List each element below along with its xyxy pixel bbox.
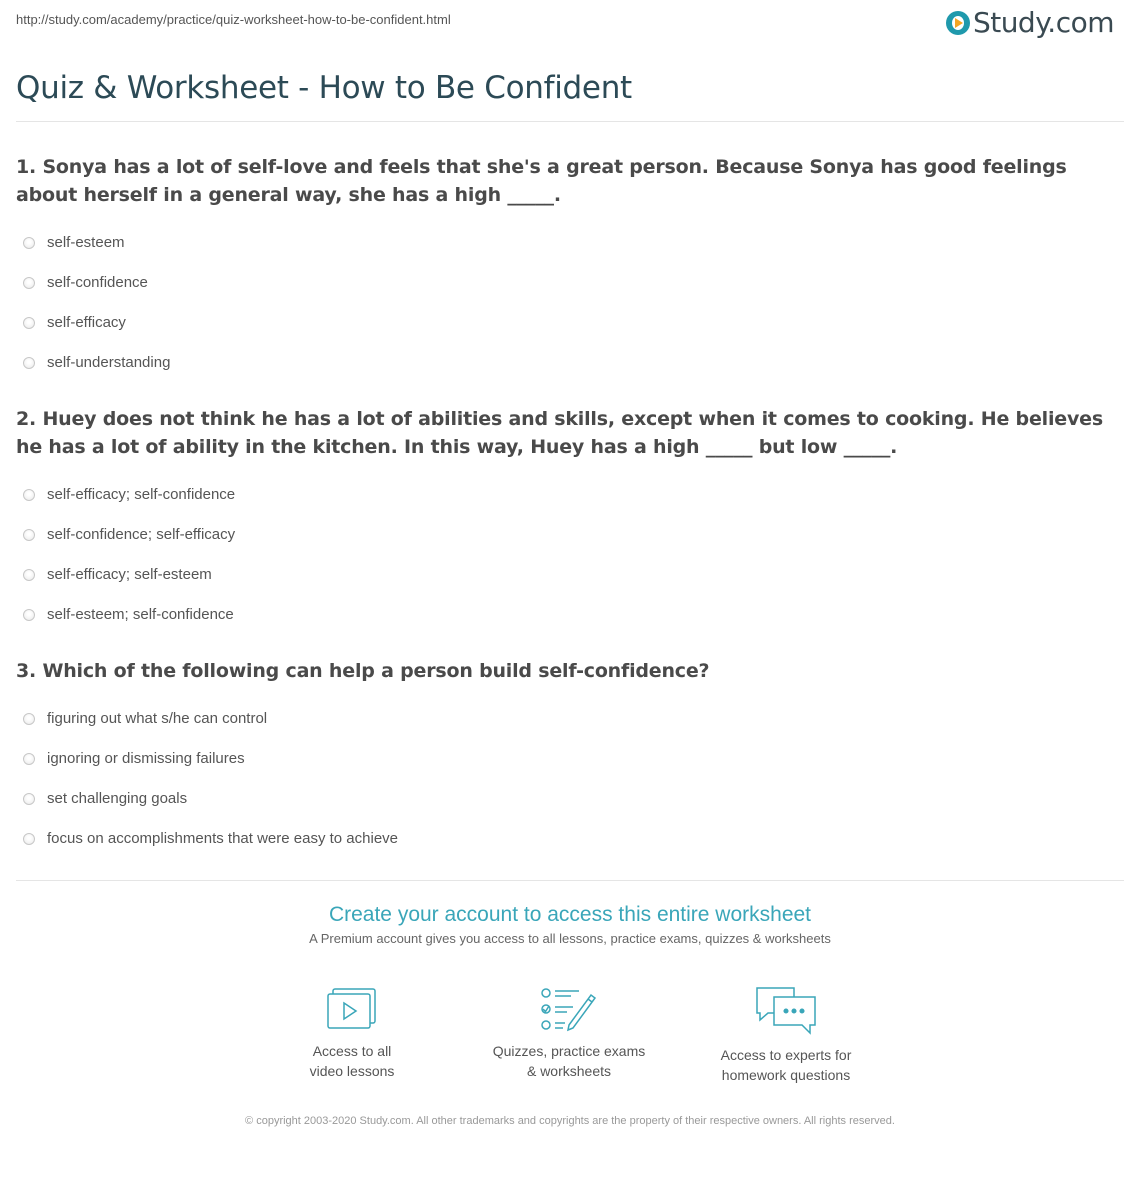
answer-option[interactable] — [16, 739, 1124, 779]
radio-button[interactable] — [23, 609, 35, 621]
radio-button[interactable] — [23, 489, 35, 501]
feature-label-line: Quizzes, practice exams — [492, 1043, 646, 1059]
radio-button[interactable] — [23, 529, 35, 541]
answer-option[interactable] — [16, 343, 1124, 383]
cta-title-link[interactable]: Create your account to access this entire worksheet — [328, 903, 812, 926]
answer-label: set challenging goals — [47, 790, 188, 807]
page-url: http://study.com/academy/practice/quiz-worksheet-how-to-be-confident.html — [16, 12, 451, 27]
title-divider — [16, 121, 1124, 122]
answer-label: self-efficacy; self-confidence — [47, 486, 236, 503]
video-lessons-icon — [325, 985, 379, 1033]
answer-option[interactable] — [16, 555, 1124, 595]
radio-button[interactable] — [23, 277, 35, 289]
answer-label: focus on accomplishments that were easy to achieve — [47, 830, 399, 847]
radio-button[interactable] — [23, 237, 35, 249]
answer-label: ignoring or dismissing failures — [47, 750, 245, 767]
answer-option[interactable] — [16, 515, 1124, 555]
feature-label — [469, 1041, 669, 1081]
radio-button[interactable] — [23, 793, 35, 805]
answer-option[interactable] — [16, 303, 1124, 343]
feature-label-line: Access to experts for — [720, 1047, 852, 1063]
answer-list — [16, 699, 1124, 859]
answer-option[interactable] — [16, 595, 1124, 635]
radio-button[interactable] — [23, 569, 35, 581]
feature-video-lessons — [252, 985, 452, 1081]
answer-label: self-efficacy; self-esteem — [47, 566, 212, 583]
study-logo-icon — [946, 11, 970, 35]
answer-option[interactable] — [16, 699, 1124, 739]
radio-button[interactable] — [23, 357, 35, 369]
question-text: 3. Which of the following can help a person build self-confidence? — [16, 660, 710, 682]
answer-label: self-esteem — [47, 234, 125, 251]
answer-label: self-esteem; self-confidence — [47, 606, 234, 623]
feature-experts — [686, 985, 886, 1085]
signup-cta — [0, 903, 1140, 946]
copyright-notice: © copyright 2003-2020 Study.com. All other trademarks and copyrights are the property of their respective owners. All rights reserved. — [245, 1115, 895, 1127]
answer-option[interactable] — [16, 779, 1124, 819]
question-text: 2. Huey does not think he has a lot of abilities and skills, except when it comes to cooking. He believes he has a lot of ability in the kitchen. In this way, Huey has a high _____ but low _____. — [16, 408, 1103, 458]
chat-bubbles-icon — [754, 985, 818, 1037]
feature-label-line: video lessons — [309, 1063, 395, 1079]
answer-label: self-confidence; self-efficacy — [47, 526, 236, 543]
feature-label-line: homework questions — [721, 1067, 851, 1083]
top-bar — [0, 0, 1140, 50]
question-text: 1. Sonya has a lot of self-love and feels that she's a great person. Because Sonya has good feelings about herself in a general way, she has a high _____. — [16, 156, 1067, 206]
question-3 — [16, 657, 1124, 859]
feature-label-line: & worksheets — [526, 1063, 612, 1079]
radio-button[interactable] — [23, 833, 35, 845]
answer-label: self-efficacy — [47, 314, 126, 331]
question-2 — [16, 405, 1124, 635]
cta-subtitle: A Premium account gives you access to all lessons, practice exams, quizzes & worksheets — [309, 931, 831, 946]
page-title: Quiz & Worksheet - How to Be Confident — [16, 70, 632, 106]
quiz-checklist-icon — [539, 985, 599, 1033]
feature-label — [252, 1041, 452, 1081]
answer-label: self-confidence — [47, 274, 148, 291]
answer-option[interactable] — [16, 263, 1124, 303]
radio-button[interactable] — [23, 317, 35, 329]
answer-list — [16, 475, 1124, 635]
answer-label: figuring out what s/he can control — [47, 710, 268, 727]
answer-option[interactable] — [16, 819, 1124, 859]
answer-option[interactable] — [16, 223, 1124, 263]
feature-label-line: Access to all — [312, 1043, 392, 1059]
feature-label — [686, 1045, 886, 1085]
answer-option[interactable] — [16, 475, 1124, 515]
section-divider — [16, 880, 1124, 881]
question-1 — [16, 153, 1124, 383]
answer-label: self-understanding — [47, 354, 171, 371]
radio-button[interactable] — [23, 713, 35, 725]
logo-text: Study.com — [972, 6, 1114, 39]
radio-button[interactable] — [23, 753, 35, 765]
answer-list — [16, 223, 1124, 383]
study-logo[interactable] — [946, 6, 1114, 39]
feature-quizzes — [469, 985, 669, 1081]
